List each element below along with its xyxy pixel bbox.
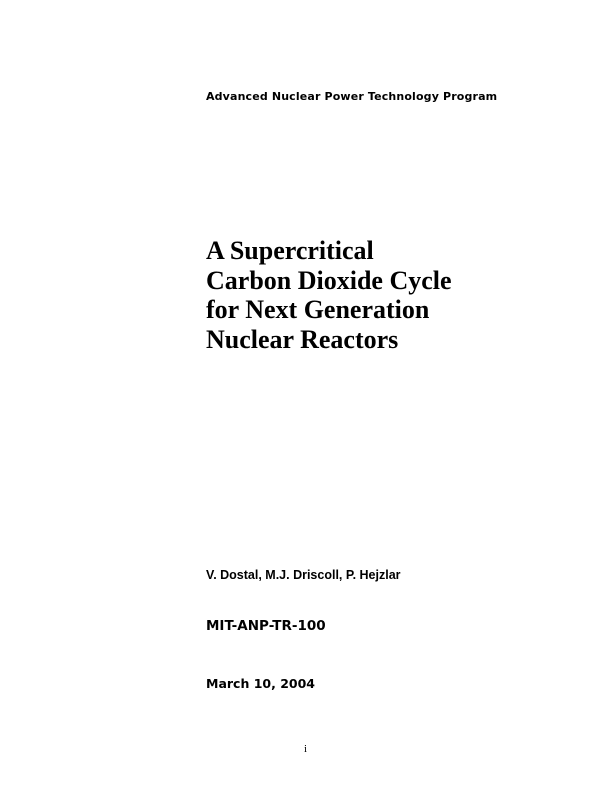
program-name: Advanced Nuclear Power Technology Program xyxy=(206,90,498,103)
title-line: Nuclear Reactors xyxy=(206,324,399,354)
authors: V. Dostal, M.J. Driscoll, P. Hejzlar xyxy=(206,568,401,582)
document-title xyxy=(206,236,452,354)
title-line: A Supercritical xyxy=(206,236,374,265)
title-line: for Next Generation xyxy=(206,295,430,324)
report-number: MIT-ANP-TR-100 xyxy=(206,618,326,634)
publication-date: March 10, 2004 xyxy=(206,676,315,691)
page-number: i xyxy=(304,743,308,755)
title-line: Carbon Dioxide Cycle xyxy=(206,265,452,295)
